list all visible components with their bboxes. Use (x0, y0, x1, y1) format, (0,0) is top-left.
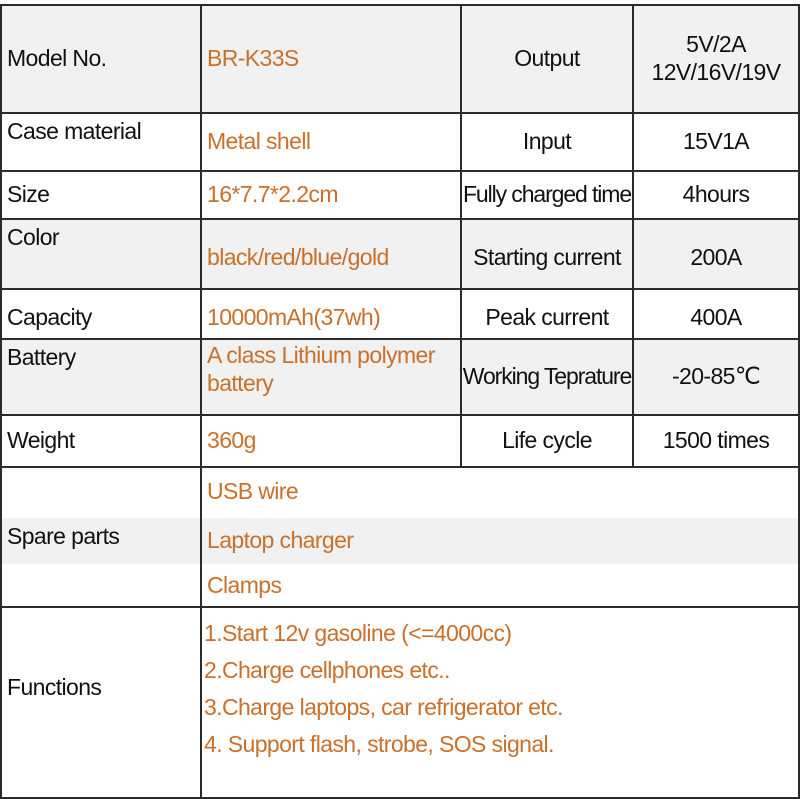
size-value: 16*7.7*2.2cm (207, 181, 338, 208)
life-cycle-value: 1500 times (662, 427, 770, 454)
input-label: Input (522, 128, 572, 155)
starting-current-value: 200A (690, 244, 742, 271)
functions-label: Functions (7, 674, 102, 701)
spare-parts-label: Spare parts (7, 523, 120, 550)
working-temperature-label: Working Teprature (462, 363, 632, 390)
model-label: Model No. (7, 45, 107, 72)
weight-value: 360g (207, 427, 256, 454)
output-value-line2: 12V/16V/19V (651, 59, 781, 85)
function-item: 4. Support flash, strobe, SOS signal. (204, 731, 554, 757)
charged-time-value: 4hours (682, 181, 750, 208)
color-label: Color (7, 224, 59, 250)
model-value: BR-K33S (207, 45, 299, 72)
battery-value: A class Lithium polymer battery (207, 342, 435, 396)
function-item: 1.Start 12v gasoline (<=4000cc) (204, 620, 512, 646)
spare-part-item: Clamps (207, 572, 282, 599)
charged-time-label: Fully charged time (462, 181, 632, 208)
peak-current-label: Peak current (485, 304, 609, 331)
peak-current-value: 400A (690, 304, 742, 331)
weight-label: Weight (7, 427, 75, 454)
spare-part-item: Laptop charger (207, 527, 354, 554)
output-value-line1: 5V/2A (686, 31, 746, 58)
output-label: Output (514, 45, 580, 72)
starting-current-label: Starting current (473, 244, 621, 271)
life-cycle-label: Life cycle (502, 427, 592, 454)
spare-part-item: USB wire (207, 478, 299, 505)
input-value: 15V1A (682, 128, 750, 155)
working-temperature-value: -20-85℃ (671, 363, 761, 390)
functions-list (204, 618, 794, 766)
size-label: Size (7, 181, 50, 208)
capacity-value: 10000mAh(37wh) (207, 304, 381, 331)
output-value (634, 6, 798, 112)
capacity-label: Capacity (7, 304, 92, 331)
case-material-value: Metal shell (207, 128, 311, 155)
color-value: black/red/blue/gold (207, 244, 389, 271)
function-item: 2.Charge cellphones etc.. (204, 657, 450, 683)
grid-line (0, 797, 800, 799)
function-item: 3.Charge laptops, car refrigerator etc. (204, 694, 563, 720)
battery-label: Battery (7, 344, 76, 370)
case-material-label: Case material (7, 118, 142, 144)
